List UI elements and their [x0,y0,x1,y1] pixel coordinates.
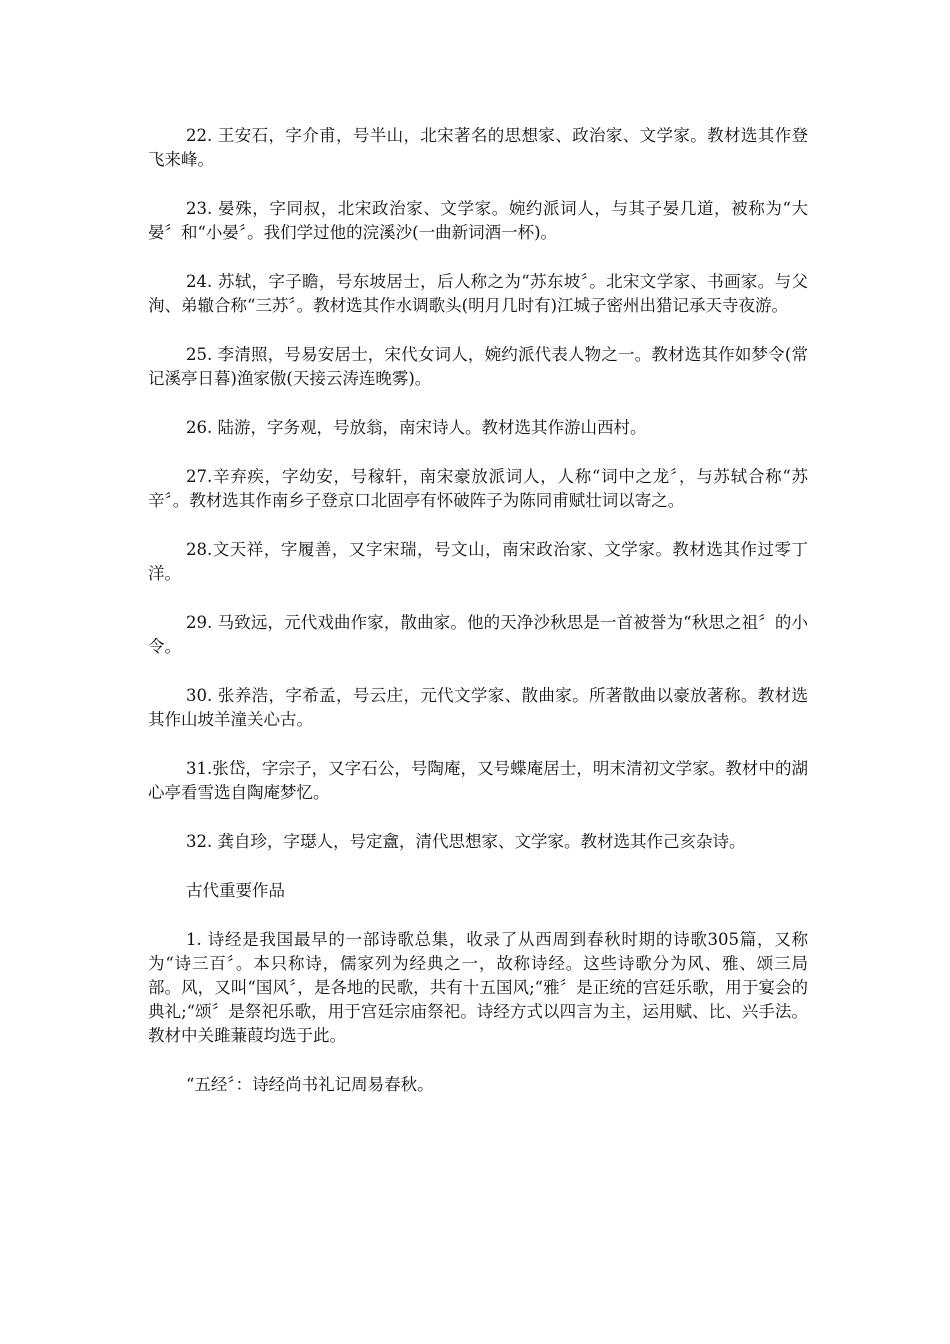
paragraph-su-shi: 24. 苏轼，字子瞻，号东坡居士，后人称之为“苏东坡〞。北宋文学家、书画家。与父洵、弟辙合称“三苏〞。教材选其作水调歌头(明月几时有)江城子密州出猎记承天寺夜游。 [148,272,808,315]
paragraph-lu-you: 26. 陆游，字务观，号放翁，南宋诗人。教材选其作游山西村。 [186,418,647,437]
paragraph-ma-zhiyuan: 29. 马致远，元代戏曲作家，散曲家。他的天净沙秋思是一首被誉为“秋思之祖〞的小令。 [148,613,808,656]
paragraph-zhang-yanghao: 30. 张养浩，字希孟，号云庄，元代文学家、散曲家。所著散曲以豪放著称。教材选其作山坡羊潼关心古。 [148,686,808,729]
paragraph-zhang-dai: 31.张岱，字宗子，又字石公，号陶庵，又号蝶庵居士，明末清初文学家。教材中的湖心亭看雪选自陶庵梦忆。 [148,759,808,802]
paragraph-shijing: 1. 诗经是我国最早的一部诗歌总集，收录了从西周到春秋时期的诗歌305篇，又称为“诗三百〞。本只称诗，儒家列为经典之一，故称诗经。这些诗歌分为风、雅、颂三局部。风，又叫“国风〞，是各地的民歌，共有十五国风;“雅〞是正统的宫廷乐歌，用于宴会的典礼;“颂〞是祭祀乐歌，用于宫廷宗庙祭祀。诗经方式以四言为主，运用赋、比、兴手法。教材中关雎蒹葭均选于此。 [148,930,808,1045]
paragraph-yan-shu: 23. 晏殊，字同叔，北宋政治家、文学家。婉约派词人，与其子晏几道，被称为“大晏〞和“小晏〞。我们学过他的浣溪沙(一曲新词酒一杯)。 [148,199,808,242]
paragraph-wen-tianxiang: 28.文天祥，字履善，又字宋瑞，号文山，南宋政治家、文学家。教材选其作过零丁洋。 [148,540,808,583]
paragraph-wang-anshi: 22. 王安石，字介甫，号半山，北宋著名的思想家、政治家、文学家。教材选其作登飞来峰。 [148,126,808,169]
section-heading: 古代重要作品 [186,881,285,900]
paragraph-xin-qiji: 27.辛弃疾，字幼安，号稼轩，南宋豪放派词人，人称“词中之龙〞，与苏轼合称“苏辛〞。教材选其作南乡子登京口北固亭有怀破阵子为陈同甫赋壮词以寄之。 [148,467,808,510]
document-body [148,124,808,1122]
paragraph-gong-zizhen: 32. 龚自珍，字璱人，号定盦，清代思想家、文学家。教材选其作己亥杂诗。 [186,832,746,851]
paragraph-li-qingzhao: 25. 李清照，号易安居士，宋代女词人，婉约派代表人物之一。教材选其作如梦令(常记溪亭日暮)渔家傲(天接云涛连晚雾)。 [148,345,808,388]
paragraph-five-classics: “五经〞：诗经尚书礼记周易春秋。 [186,1075,434,1094]
